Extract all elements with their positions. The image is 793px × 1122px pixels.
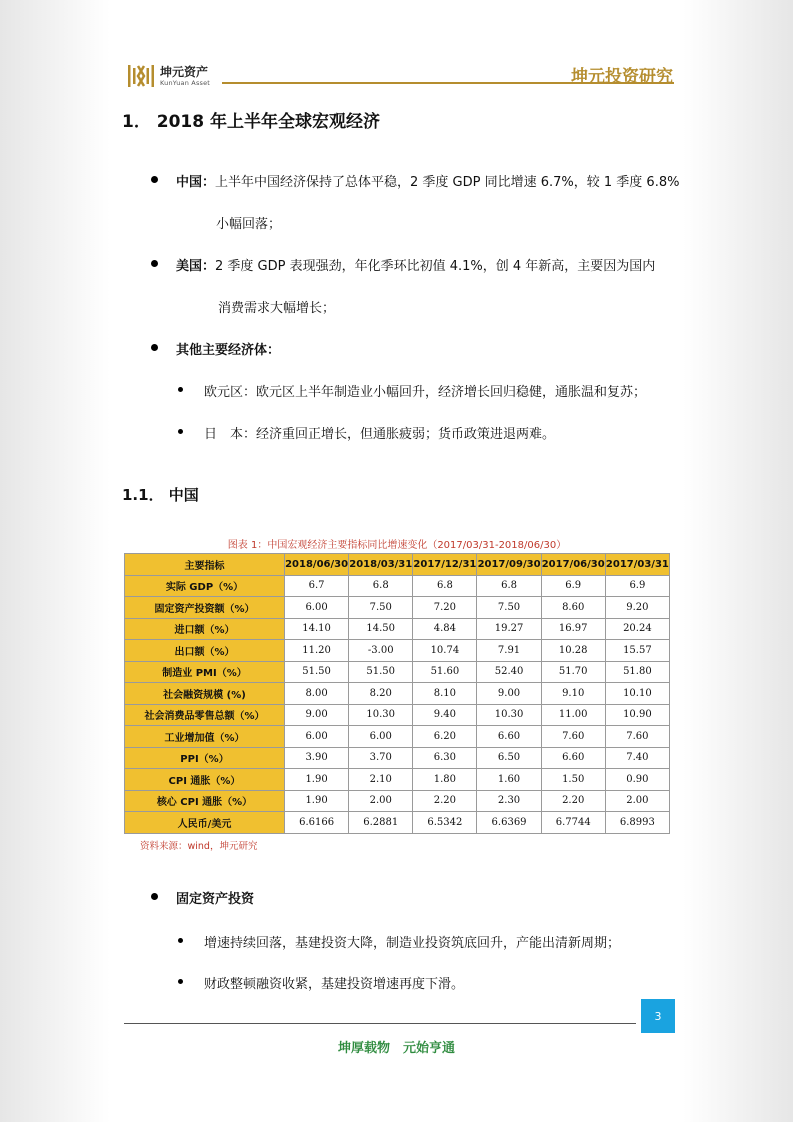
table-cell: 8.00 [285, 683, 349, 705]
table-cell: 51.80 [605, 661, 669, 683]
table-cell: 2.00 [349, 790, 413, 812]
table-row [125, 597, 670, 619]
us-text-2: 消费需求大幅增长； [218, 301, 336, 316]
table-header-row [125, 554, 670, 576]
table-header-cell: 2017/09/30 [477, 554, 541, 576]
table-cell: 51.50 [285, 661, 349, 683]
table-cell: 11.20 [285, 640, 349, 662]
row-label-cell: 核心 CPI 通胀（%） [125, 790, 285, 812]
sub-bullet-dot [178, 429, 183, 434]
sub-bullet-dot [178, 938, 183, 943]
footer-rule [124, 1023, 636, 1024]
macro-indicators-table [124, 553, 670, 834]
table-cell: 7.50 [349, 597, 413, 619]
row-label-cell: 实际 GDP（%） [125, 575, 285, 597]
table-cell: 6.8 [477, 575, 541, 597]
company-logo [127, 61, 210, 91]
table-cell: 7.20 [413, 597, 477, 619]
us-label: 美国： [176, 259, 216, 274]
table-cell: 14.10 [285, 618, 349, 640]
sub-bullet-dot [178, 979, 183, 984]
row-label-cell: 固定资产投资额（%） [125, 597, 285, 619]
china-text-1: 上半年中国经济保持了总体平稳，2 季度 GDP 同比增速 6.7%，较 1 季度 6.8% [215, 175, 680, 190]
row-label-cell: 人民币/美元 [125, 812, 285, 834]
table-cell: 9.40 [413, 704, 477, 726]
table-cell: 10.74 [413, 640, 477, 662]
table-cell: 10.28 [541, 640, 605, 662]
table-cell: 2.30 [477, 790, 541, 812]
bullet-dot [151, 260, 158, 267]
table-cell: 51.70 [541, 661, 605, 683]
footer-slogan: 坤厚载物 元始亨通 [337, 1041, 455, 1056]
table-cell: 6.6166 [285, 812, 349, 834]
row-label-cell: 社会消费品零售总额（%） [125, 704, 285, 726]
row-label-cell: 制造业 PMI（%） [125, 661, 285, 683]
table-header-cell: 2017/06/30 [541, 554, 605, 576]
page-number: 3 [641, 999, 675, 1033]
bullet-dot [151, 176, 158, 183]
table-cell: 20.24 [605, 618, 669, 640]
table-row [125, 640, 670, 662]
table-row [125, 726, 670, 748]
table-cell: 52.40 [477, 661, 541, 683]
table-cell: -3.00 [349, 640, 413, 662]
us-text-1: 2 季度 GDP 表现强劲，年化季环比初值 4.1%，创 4 年新高，主要因为国内 [215, 259, 656, 274]
row-label-cell: 出口额（%） [125, 640, 285, 662]
table-cell: 16.97 [541, 618, 605, 640]
table-cell: 6.8 [349, 575, 413, 597]
table-cell: 7.50 [477, 597, 541, 619]
table-cell: 6.9 [605, 575, 669, 597]
logo-en-text: KunYuan Asset [160, 78, 211, 87]
table-cell: 9.10 [541, 683, 605, 705]
table-cell: 7.40 [605, 747, 669, 769]
china-text-2: 小幅回落； [216, 217, 282, 232]
china-bullet [176, 171, 679, 190]
table-cell: 9.00 [477, 683, 541, 705]
table-header-cell: 2017/03/31 [605, 554, 669, 576]
subsection-heading: 1.1． 中国 [122, 486, 199, 504]
table-cell: 8.60 [541, 597, 605, 619]
table-row [125, 704, 670, 726]
table-source: 资料来源：wind，坤元研究 [140, 841, 258, 852]
table-cell: 1.60 [477, 769, 541, 791]
table-cell: 6.00 [285, 597, 349, 619]
table-cell: 6.60 [541, 747, 605, 769]
table-cell: 1.90 [285, 790, 349, 812]
table-cell: 2.10 [349, 769, 413, 791]
table-cell: 6.8 [413, 575, 477, 597]
table-row [125, 683, 670, 705]
table-cell: 6.2881 [349, 812, 413, 834]
kunyuan-logo-icon [127, 62, 155, 90]
table-cell: 6.00 [285, 726, 349, 748]
china-label: 中国： [176, 175, 216, 190]
header-title: 坤元投资研究 [571, 67, 673, 87]
table-row [125, 790, 670, 812]
table-cell: 11.00 [541, 704, 605, 726]
table-row [125, 618, 670, 640]
table-cell: 6.5342 [413, 812, 477, 834]
bullet-dot [151, 893, 158, 900]
table-cell: 7.60 [541, 726, 605, 748]
us-bullet [176, 255, 655, 274]
table-cell: 4.84 [413, 618, 477, 640]
table-cell: 6.8993 [605, 812, 669, 834]
table-cell: 2.20 [413, 790, 477, 812]
fai-label: 固定资产投资 [176, 892, 255, 907]
table-row [125, 812, 670, 834]
fai-point-1: 增速持续回落，基建投资大降，制造业投资筑底回升，产能出清新周期； [204, 936, 621, 951]
table-cell: 0.90 [605, 769, 669, 791]
table-cell: 6.7744 [541, 812, 605, 834]
table-header-cell: 2017/12/31 [413, 554, 477, 576]
table-cell: 10.90 [605, 704, 669, 726]
table-cell: 10.30 [349, 704, 413, 726]
table-cell: 2.00 [605, 790, 669, 812]
table-cell: 51.50 [349, 661, 413, 683]
table-cell: 8.20 [349, 683, 413, 705]
table-cell: 14.50 [349, 618, 413, 640]
japan-text: 日 本：经济重回正增长，但通胀疲弱；货币政策进退两难。 [204, 427, 556, 442]
table-cell: 2.20 [541, 790, 605, 812]
sub-bullet-dot [178, 387, 183, 392]
row-label-cell: 进口额（%） [125, 618, 285, 640]
table-row [125, 661, 670, 683]
row-label-cell: PPI（%） [125, 747, 285, 769]
table-cell: 51.60 [413, 661, 477, 683]
table-cell: 6.30 [413, 747, 477, 769]
table-cell: 1.80 [413, 769, 477, 791]
table-cell: 7.91 [477, 640, 541, 662]
table-cell: 1.50 [541, 769, 605, 791]
others-label: 其他主要经济体： [176, 343, 281, 358]
table-row [125, 575, 670, 597]
row-label-cell: 工业增加值（%） [125, 726, 285, 748]
table-cell: 10.30 [477, 704, 541, 726]
table-cell: 8.10 [413, 683, 477, 705]
table-cell: 3.70 [349, 747, 413, 769]
euro-text: 欧元区：欧元区上半年制造业小幅回升，经济增长回归稳健，通胀温和复苏； [204, 385, 647, 400]
row-label-cell: 社会融资规模 (%) [125, 683, 285, 705]
table-cell: 9.20 [605, 597, 669, 619]
bullet-dot [151, 344, 158, 351]
table-cell: 6.9 [541, 575, 605, 597]
table-row [125, 747, 670, 769]
table-cell: 15.57 [605, 640, 669, 662]
table-body [125, 575, 670, 833]
row-label-cell: CPI 通胀（%） [125, 769, 285, 791]
table-cell: 6.7 [285, 575, 349, 597]
table-cell: 9.00 [285, 704, 349, 726]
section-heading: 1． 2018 年上半年全球宏观经济 [122, 112, 380, 132]
table-caption: 图表 1：中国宏观经济主要指标同比增速变化（2017/03/31-2018/06/30） [227, 540, 567, 551]
table-header-cell: 主要指标 [125, 554, 285, 576]
table-header-cell: 2018/06/30 [285, 554, 349, 576]
table-cell: 10.10 [605, 683, 669, 705]
fai-point-2: 财政整顿融资收紧，基建投资增速再度下滑。 [204, 977, 465, 992]
table-cell: 6.00 [349, 726, 413, 748]
table-cell: 1.90 [285, 769, 349, 791]
table-cell: 3.90 [285, 747, 349, 769]
table-cell: 19.27 [477, 618, 541, 640]
logo-cn-text: 坤元资产 [160, 64, 209, 79]
table-cell: 7.60 [605, 726, 669, 748]
table-row [125, 769, 670, 791]
table-cell: 6.6369 [477, 812, 541, 834]
table-cell: 6.60 [477, 726, 541, 748]
table-cell: 6.20 [413, 726, 477, 748]
table-header-cell: 2018/03/31 [349, 554, 413, 576]
table-cell: 6.50 [477, 747, 541, 769]
